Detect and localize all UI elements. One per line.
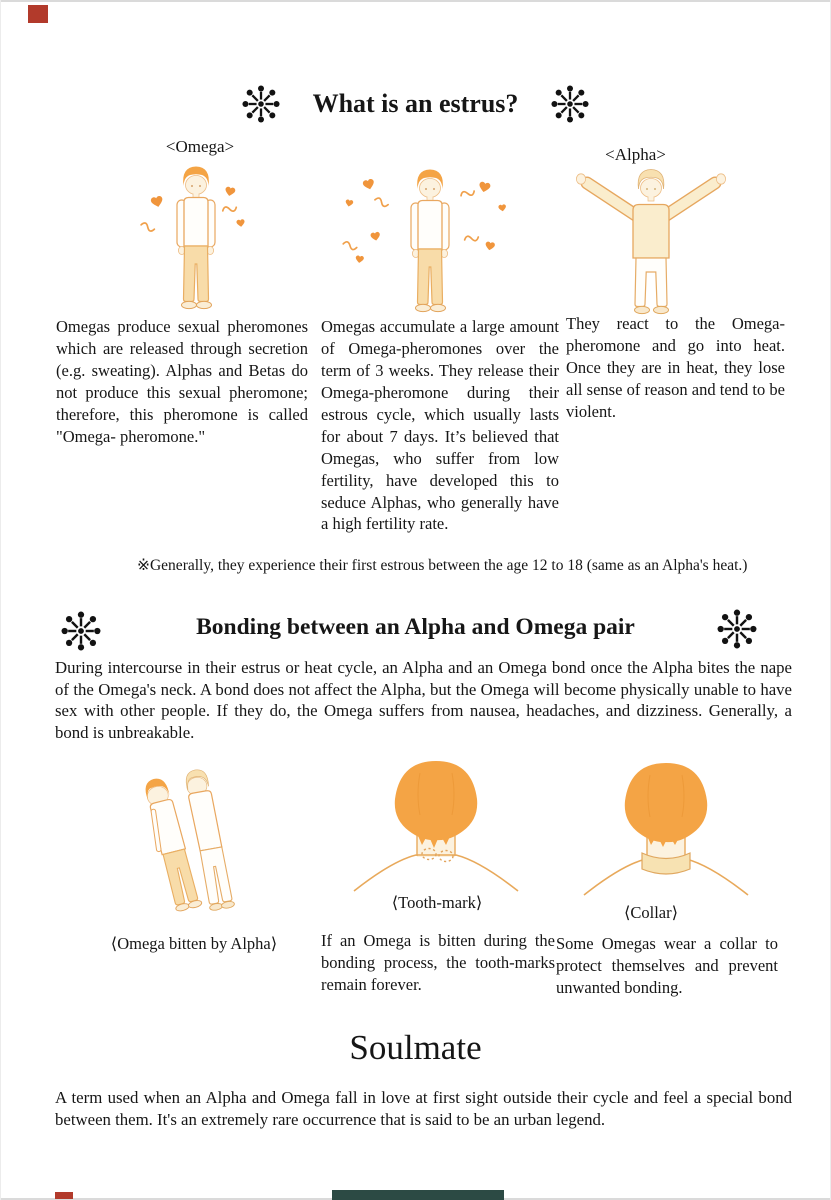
scan-mark-bottom-bar (332, 1190, 504, 1200)
collar-caption: ⟨Collar⟩ (623, 903, 679, 922)
alpha-figure-illustration (563, 160, 743, 318)
heart-icon (224, 186, 235, 197)
section1-title: What is an estrus? (312, 89, 519, 118)
asterisk-ornament-icon (241, 84, 281, 124)
soulmate-title: Soulmate (349, 1028, 482, 1067)
pheromone-squiggle-icon (222, 204, 237, 213)
scan-mark-top-left (28, 5, 48, 23)
pheromone-description-text: Omegas accumulate a large amount of Omega-pheromones over the term of 3 weeks. They release their Omega-pheromone during their estrous cycle, which usually lasts for about 7 days. It’s believed that Omegas, who suffer from low fertility, have developed this to seduce Alphas, who generally have a high fertility rate. (321, 317, 559, 534)
bitten-caption: ⟨Omega bitten by Alpha⟩ (110, 934, 278, 953)
heart-icon (485, 241, 496, 251)
heart-icon (362, 178, 375, 190)
heart-icon (345, 199, 354, 207)
omega-label: <Omega> (165, 137, 235, 156)
pheromone-squiggle-icon (460, 188, 475, 198)
estrous-note-text: ※Generally, they experience their first estrous between the age 12 to 18 (same as an Alpha's heat.) (137, 557, 748, 574)
collar-text: Some Omegas wear a collar to protect themselves and prevent unwanted bonding. (556, 934, 778, 997)
heart-icon (478, 181, 491, 193)
heart-icon (498, 204, 506, 212)
alpha-description-text: They react to the Omega-pheromone and go into heat. Once they are in heat, they lose all sense of reason and tend to be violent. (566, 314, 785, 421)
heart-icon (150, 195, 164, 208)
bonding-intro-text: During intercourse in their estrus or heat cycle, an Alpha and an Omega bond once the Alpha bites the nape of the Omega's neck. A bond does not affect the Alpha, but the Omega will become physically unable to have sex with other people. If they do, the Omega suffers from nausea, headaches, and dizziness. Generally, a bond is unbreakable. (55, 658, 792, 742)
collar-illustration (580, 757, 752, 899)
soulmate-text: A term used when an Alpha and Omega fall in love at first sight outside their cycle and feel a special bond between them. It's an extremely rare occurrence that is said to be an urban legend. (55, 1088, 792, 1129)
pheromone-squiggle-icon (140, 222, 155, 232)
tooth-mark-caption: ⟨Tooth-mark⟩ (391, 893, 483, 912)
heart-icon (355, 255, 364, 263)
scan-edge-top (0, 0, 831, 2)
bitten-illustration (122, 750, 257, 932)
pheromone-squiggle-icon (342, 241, 357, 250)
pheromone-squiggle-icon (374, 197, 389, 207)
tooth-mark-text: If an Omega is bitten during the bonding process, the tooth-marks remain forever. (321, 931, 555, 994)
scan-mark-bottom-left (55, 1192, 73, 1199)
alpha-label: <Alpha> (605, 145, 666, 164)
pheromone-squiggle-icon (464, 234, 479, 243)
heart-icon (370, 232, 381, 242)
heart-icon (236, 219, 245, 227)
omega-figure-illustration (138, 160, 258, 315)
scan-edge-left (0, 0, 1, 1200)
omega-description-text: Omegas produce sexual pheromones which are released through secretion (e.g. sweating). Alphas and Betas do not produce this sexual pheromone; therefore, this pheromone is called "Omega- pheromone." (56, 317, 308, 446)
section1-header (0, 84, 831, 124)
asterisk-ornament-icon (550, 84, 590, 124)
omega-pheromone-illustration (338, 165, 523, 315)
section2-title: Bonding between an Alpha and Omega pair (196, 614, 635, 640)
tooth-mark-illustration (350, 755, 522, 895)
